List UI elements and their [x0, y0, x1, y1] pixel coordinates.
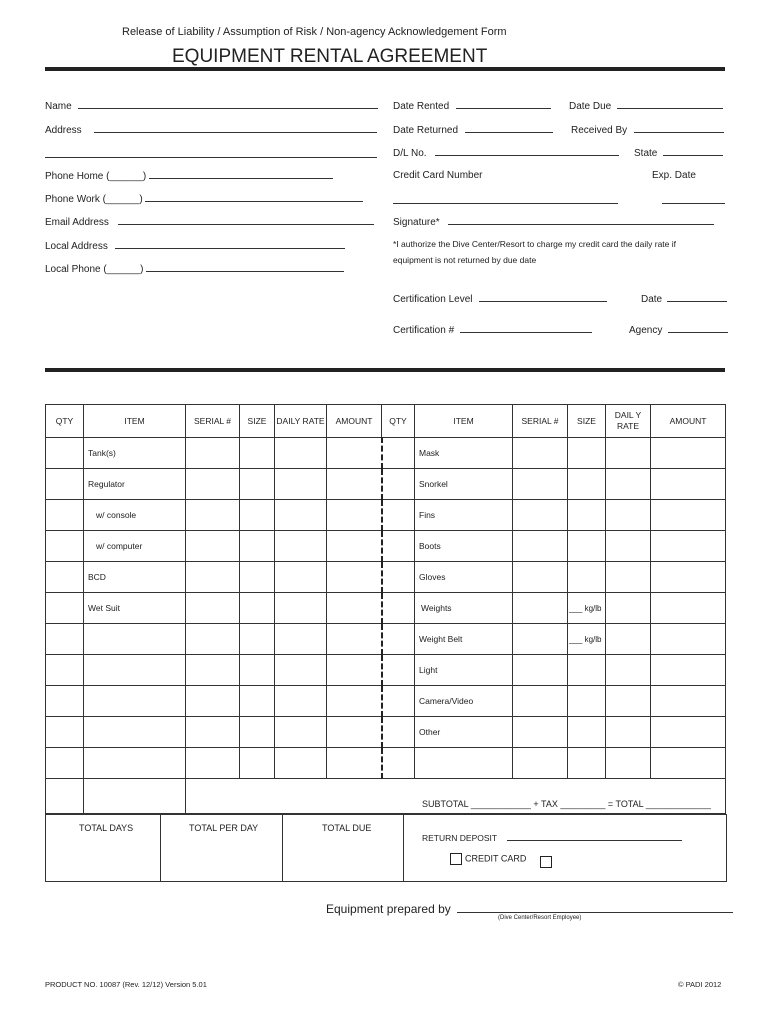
entry-cell[interactable]	[651, 500, 726, 531]
entry-cell[interactable]	[186, 562, 240, 593]
column-header: QTY	[46, 405, 84, 438]
subtotal-spacer-1	[46, 779, 84, 814]
entry-cell[interactable]	[46, 748, 84, 779]
entry-cell[interactable]	[240, 562, 275, 593]
entry-cell[interactable]	[46, 562, 84, 593]
column-header: QTY	[382, 405, 415, 438]
item-cell[interactable]: w/ console	[84, 500, 186, 531]
column-header: ITEM	[415, 405, 513, 438]
item-cell[interactable]	[84, 624, 186, 655]
cert-level-label: Certification Level	[393, 294, 473, 305]
entry-cell[interactable]	[606, 717, 651, 748]
item-cell[interactable]: Mask	[415, 438, 513, 469]
entry-cell[interactable]	[275, 655, 327, 686]
exp-date-input[interactable]	[662, 203, 725, 204]
entry-cell[interactable]	[513, 717, 568, 748]
other-option[interactable]	[540, 853, 555, 871]
entry-cell[interactable]	[46, 686, 84, 717]
column-header: SIZE	[240, 405, 275, 438]
entry-cell[interactable]	[275, 438, 327, 469]
entry-cell[interactable]	[327, 655, 382, 686]
date-due-field[interactable]	[569, 100, 723, 112]
size-cell[interactable]: ___ kg/lb	[568, 624, 606, 655]
cert-level-field[interactable]	[393, 293, 607, 305]
entry-cell[interactable]	[240, 500, 275, 531]
entry-cell[interactable]	[651, 593, 726, 624]
rental-table	[45, 404, 726, 814]
return-deposit-label: RETURN DEPOSIT	[422, 833, 497, 843]
entry-cell[interactable]	[606, 624, 651, 655]
entry-cell[interactable]	[240, 686, 275, 717]
entry-cell[interactable]	[327, 438, 382, 469]
entry-cell[interactable]	[606, 686, 651, 717]
total-due-label: TOTAL DUE	[322, 823, 372, 833]
entry-cell[interactable]	[513, 562, 568, 593]
entry-cell[interactable]	[382, 469, 415, 500]
subtotal-row	[46, 779, 726, 814]
entry-cell[interactable]	[46, 717, 84, 748]
header-rule	[45, 67, 725, 71]
page-title: EQUIPMENT RENTAL AGREEMENT	[172, 46, 488, 67]
credit-card-label: Credit Card Number	[393, 170, 483, 181]
entry-cell[interactable]	[240, 469, 275, 500]
entry-cell[interactable]	[513, 593, 568, 624]
entry-cell[interactable]	[327, 562, 382, 593]
entry-cell[interactable]	[186, 624, 240, 655]
table-row	[46, 655, 726, 686]
form-subtitle: Release of Liability / Assumption of Risk / Non-agency Acknowledgement Form	[122, 26, 507, 38]
size-cell[interactable]	[568, 469, 606, 500]
entry-cell[interactable]	[382, 624, 415, 655]
size-cell[interactable]	[568, 748, 606, 779]
item-cell[interactable]: Other	[415, 717, 513, 748]
entry-cell[interactable]	[240, 624, 275, 655]
size-cell[interactable]	[568, 686, 606, 717]
column-header: AMOUNT	[651, 405, 726, 438]
entry-cell[interactable]	[275, 717, 327, 748]
subtotal-spacer-2	[84, 779, 186, 814]
cert-date-field[interactable]	[641, 293, 727, 305]
product-number: PRODUCT NO. 10087 (Rev. 12/12) Version 5.01	[45, 980, 207, 989]
table-row	[46, 624, 726, 655]
address-field[interactable]	[45, 124, 377, 136]
name-label: Name	[45, 101, 72, 112]
other-checkbox[interactable]	[540, 856, 552, 868]
entry-cell[interactable]	[651, 686, 726, 717]
column-header: SIZE	[568, 405, 606, 438]
entry-cell[interactable]	[186, 655, 240, 686]
local-address-label: Local Address	[45, 241, 108, 252]
entry-cell[interactable]	[651, 531, 726, 562]
item-cell[interactable]	[84, 717, 186, 748]
entry-cell[interactable]	[186, 531, 240, 562]
size-cell[interactable]	[568, 438, 606, 469]
date-rented-field[interactable]	[393, 100, 551, 112]
column-header: DAILY RATE	[275, 405, 327, 438]
entry-cell[interactable]	[606, 655, 651, 686]
entry-cell[interactable]	[513, 748, 568, 779]
item-cell[interactable]: Camera/Video	[415, 686, 513, 717]
table-header-row	[46, 405, 726, 438]
phone-home-field[interactable]	[45, 170, 333, 182]
entry-cell[interactable]	[275, 469, 327, 500]
dl-no-field[interactable]	[393, 147, 619, 159]
table-row	[46, 469, 726, 500]
column-header: ITEM	[84, 405, 186, 438]
received-by-label: Received By	[571, 125, 628, 136]
item-cell[interactable]	[415, 748, 513, 779]
credit-card-checkbox[interactable]	[450, 853, 462, 865]
state-field[interactable]	[634, 147, 723, 159]
entry-cell[interactable]	[46, 469, 84, 500]
entry-cell[interactable]	[240, 748, 275, 779]
entry-cell[interactable]	[327, 531, 382, 562]
entry-cell[interactable]	[606, 562, 651, 593]
state-label: State	[634, 148, 658, 159]
name-field[interactable]	[45, 100, 378, 112]
entry-cell[interactable]	[275, 593, 327, 624]
entry-cell[interactable]	[651, 469, 726, 500]
cert-no-field[interactable]	[393, 324, 592, 336]
email-label: Email Address	[45, 217, 109, 228]
item-cell[interactable]: Light	[415, 655, 513, 686]
entry-cell[interactable]	[651, 624, 726, 655]
local-phone-field[interactable]	[45, 263, 344, 275]
item-cell[interactable]: Weights	[415, 593, 513, 624]
local-phone-label: Local Phone (______)	[45, 264, 144, 275]
entry-cell[interactable]	[606, 748, 651, 779]
size-cell[interactable]	[568, 562, 606, 593]
size-cell[interactable]	[568, 531, 606, 562]
return-deposit-field[interactable]	[422, 832, 682, 843]
entry-cell[interactable]	[46, 655, 84, 686]
item-cell[interactable]: Regulator	[84, 469, 186, 500]
prepared-by-label: Equipment prepared by	[326, 902, 451, 916]
entry-cell[interactable]	[513, 531, 568, 562]
entry-cell[interactable]	[513, 438, 568, 469]
item-cell[interactable]: Boots	[415, 531, 513, 562]
entry-cell[interactable]	[327, 686, 382, 717]
item-cell[interactable]	[84, 686, 186, 717]
total-days-label: TOTAL DAYS	[79, 823, 134, 833]
size-cell[interactable]	[568, 500, 606, 531]
entry-cell[interactable]	[46, 624, 84, 655]
entry-cell[interactable]	[46, 593, 84, 624]
entry-cell[interactable]	[651, 562, 726, 593]
address-label: Address	[45, 125, 82, 136]
entry-cell[interactable]	[382, 500, 415, 531]
authorize-text-1: *I authorize the Dive Center/Resort to charge my credit card the daily rate if	[393, 239, 676, 249]
table-row	[46, 686, 726, 717]
prepared-by-sublabel: (Dive Center/Resort Employee)	[498, 915, 582, 921]
authorize-text-2: equipment is not returned by due date	[393, 255, 537, 265]
entry-cell[interactable]	[275, 686, 327, 717]
entry-cell[interactable]	[240, 593, 275, 624]
table-row	[46, 500, 726, 531]
entry-cell[interactable]	[651, 717, 726, 748]
entry-cell[interactable]	[240, 655, 275, 686]
item-cell[interactable]	[84, 748, 186, 779]
total-per-day-label: TOTAL PER DAY	[189, 823, 259, 833]
credit-card-input[interactable]	[393, 203, 618, 204]
entry-cell[interactable]	[382, 593, 415, 624]
entry-cell[interactable]	[382, 717, 415, 748]
entry-cell[interactable]	[186, 500, 240, 531]
entry-cell[interactable]	[46, 500, 84, 531]
entry-cell[interactable]	[186, 593, 240, 624]
entry-cell[interactable]	[240, 717, 275, 748]
date-returned-field[interactable]	[393, 124, 553, 136]
item-cell[interactable]: Snorkel	[415, 469, 513, 500]
entry-cell[interactable]	[513, 500, 568, 531]
agency-label: Agency	[629, 325, 663, 336]
item-cell[interactable]: w/ computer	[84, 531, 186, 562]
entry-cell[interactable]	[513, 624, 568, 655]
entry-cell[interactable]	[382, 562, 415, 593]
entry-cell[interactable]	[275, 562, 327, 593]
entry-cell[interactable]	[240, 531, 275, 562]
entry-cell[interactable]	[46, 438, 84, 469]
entry-cell[interactable]	[275, 500, 327, 531]
size-cell[interactable]	[568, 655, 606, 686]
entry-cell[interactable]	[651, 748, 726, 779]
date-returned-label: Date Returned	[393, 125, 459, 136]
rental-table-body	[46, 438, 726, 814]
dl-no-label: D/L No.	[393, 148, 427, 159]
agency-field[interactable]	[629, 324, 728, 336]
entry-cell[interactable]	[327, 469, 382, 500]
email-field[interactable]	[45, 216, 374, 228]
item-cell[interactable]	[84, 655, 186, 686]
address-line-2[interactable]	[45, 157, 377, 158]
entry-cell[interactable]	[327, 593, 382, 624]
entry-cell[interactable]	[186, 686, 240, 717]
local-address-field[interactable]	[45, 240, 345, 252]
table-row	[46, 717, 726, 748]
entry-cell[interactable]	[606, 469, 651, 500]
table-row	[46, 531, 726, 562]
entry-cell[interactable]	[513, 655, 568, 686]
entry-cell[interactable]	[240, 438, 275, 469]
item-cell[interactable]: Wet Suit	[84, 593, 186, 624]
entry-cell[interactable]	[46, 531, 84, 562]
entry-cell[interactable]	[327, 748, 382, 779]
entry-cell[interactable]	[513, 686, 568, 717]
entry-cell[interactable]	[186, 717, 240, 748]
entry-cell[interactable]	[327, 717, 382, 748]
item-cell[interactable]: Tank(s)	[84, 438, 186, 469]
entry-cell[interactable]	[186, 469, 240, 500]
entry-cell[interactable]	[275, 748, 327, 779]
signature-label: Signature*	[393, 217, 440, 228]
entry-cell[interactable]	[513, 469, 568, 500]
phone-home-label: Phone Home (______)	[45, 171, 147, 182]
entry-cell[interactable]	[382, 655, 415, 686]
column-header: SERIAL #	[186, 405, 240, 438]
size-cell[interactable]: ___ kg/lb	[568, 593, 606, 624]
entry-cell[interactable]	[651, 438, 726, 469]
size-cell[interactable]	[568, 717, 606, 748]
exp-date-label: Exp. Date	[652, 170, 696, 181]
totals-box	[45, 814, 727, 882]
entry-cell[interactable]	[275, 531, 327, 562]
table-row	[46, 748, 726, 779]
entry-cell[interactable]	[382, 531, 415, 562]
table-row	[46, 438, 726, 469]
item-cell[interactable]: BCD	[84, 562, 186, 593]
entry-cell[interactable]	[606, 593, 651, 624]
table-row	[46, 593, 726, 624]
entry-cell[interactable]	[606, 531, 651, 562]
item-cell[interactable]: Fins	[415, 500, 513, 531]
entry-cell[interactable]	[186, 748, 240, 779]
date-rented-label: Date Rented	[393, 101, 450, 112]
phone-work-label: Phone Work (______)	[45, 194, 143, 205]
copyright: © PADI 2012	[678, 980, 722, 989]
entry-cell[interactable]	[651, 655, 726, 686]
cert-date-label: Date	[641, 294, 663, 305]
date-due-label: Date Due	[569, 101, 612, 112]
column-header: SERIAL #	[513, 405, 568, 438]
item-cell[interactable]: Gloves	[415, 562, 513, 593]
table-row	[46, 562, 726, 593]
column-header: AMOUNT	[327, 405, 382, 438]
entry-cell[interactable]	[606, 438, 651, 469]
entry-cell[interactable]	[186, 438, 240, 469]
phone-work-field[interactable]	[45, 193, 363, 205]
section-rule	[45, 368, 725, 372]
signature-field[interactable]	[393, 216, 714, 228]
cert-no-label: Certification #	[393, 325, 455, 336]
credit-card-option[interactable]	[450, 853, 526, 865]
subtotal-line[interactable]: SUBTOTAL ____________ + TAX _________ = TOTAL _____________	[186, 779, 726, 814]
credit-card-option-label: CREDIT CARD	[465, 853, 527, 864]
entry-cell[interactable]	[606, 500, 651, 531]
item-cell[interactable]: Weight Belt	[415, 624, 513, 655]
entry-cell[interactable]	[382, 686, 415, 717]
entry-cell[interactable]	[382, 748, 415, 779]
entry-cell[interactable]	[275, 624, 327, 655]
entry-cell[interactable]	[327, 624, 382, 655]
prepared-by-field[interactable]	[326, 902, 733, 916]
entry-cell[interactable]	[382, 438, 415, 469]
entry-cell[interactable]	[327, 500, 382, 531]
column-header: DAIL Y RATE	[606, 405, 651, 438]
received-by-field[interactable]	[571, 124, 724, 136]
